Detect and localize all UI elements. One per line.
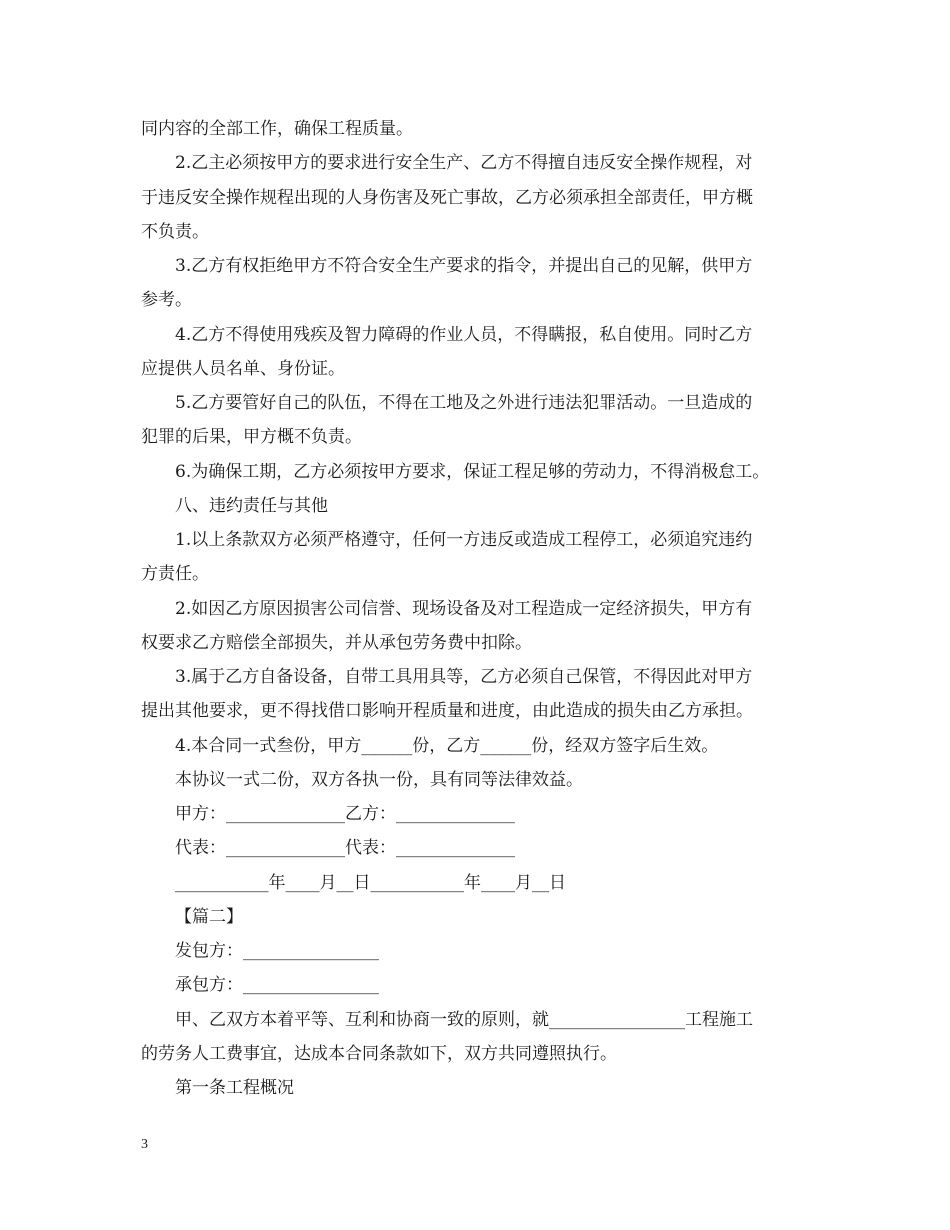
text-line: 同内容的全部工作，确保工程质量。 — [141, 119, 413, 139]
section-heading: 【篇二】 — [175, 907, 243, 927]
signature-line-date: ___________年____月__日___________年____月__日 — [175, 873, 566, 893]
text-line: 5.乙方要管好自己的队伍，不得在工地及之外进行违法犯罪活动。一旦造成的 — [175, 393, 753, 413]
text-line: 承包方：________________ — [175, 975, 379, 995]
text-line: 于违反安全操作规程出现的人身伤害及死亡事故，乙方必须承担全部责任，甲方概 — [141, 188, 753, 208]
text-line: 犯罪的后果，甲方概不负责。 — [141, 427, 362, 447]
signature-line-party: 甲方：______________乙方：______________ — [175, 804, 515, 824]
text-line: 甲、乙双方本着平等、互利和协商一致的原则，就________________工程施工 — [175, 1010, 753, 1030]
section-heading: 八、违约责任与其他 — [175, 496, 328, 516]
text-line: 3.属于乙方自备设备，自带工具用具等，乙方必须自己保管，不得因此对甲方 — [175, 667, 753, 687]
text-line: 6.为确保工期，乙方必须按甲方要求，保证工程足够的劳动力，不得消极怠工。 — [175, 462, 770, 482]
text-line: 权要求乙方赔偿全部损失，并从承包劳务费中扣除。 — [141, 633, 532, 653]
text-line: 3.乙方有权拒绝甲方不符合安全生产要求的指令，并提出自己的见解，供甲方 — [175, 256, 753, 276]
text-line: 2.如因乙方原因损害公司信誉、现场设备及对工程造成一定经济损失，甲方有 — [175, 599, 753, 619]
text-line: 4.乙方不得使用残疾及智力障碍的作业人员，不得瞒报，私自使用。同时乙方 — [175, 325, 753, 345]
text-line: 发包方：________________ — [175, 941, 379, 961]
text-line: 1.以上条款双方必须严格遵守，任何一方违反或造成工程停工，必须追究违约 — [175, 530, 753, 550]
section-heading: 第一条工程概况 — [175, 1078, 294, 1098]
text-line: 提出其他要求，更不得找借口影响开程质量和进度，由此造成的损失由乙方承担。 — [141, 701, 753, 721]
text-line: 2.乙主必须按甲方的要求进行安全生产、乙方不得擅自违反安全操作规程，对 — [175, 153, 753, 173]
signature-line-representative: 代表：______________代表：______________ — [175, 838, 515, 858]
text-line: 本协议一式二份，双方各执一份，具有同等法律效益。 — [175, 770, 583, 790]
text-line: 参考。 — [141, 290, 192, 310]
text-line: 的劳务人工费事宜，达成本合同条款如下，双方共同遵照执行。 — [141, 1044, 617, 1064]
page-number: 3 — [141, 1137, 148, 1152]
text-line: 4.本合同一式叁份，甲方______份，乙方______份，经双方签字后生效。 — [175, 736, 719, 756]
text-line: 不负责。 — [141, 222, 209, 242]
text-line: 方责任。 — [141, 564, 209, 584]
text-line: 应提供人员名单、身份证。 — [141, 359, 345, 379]
